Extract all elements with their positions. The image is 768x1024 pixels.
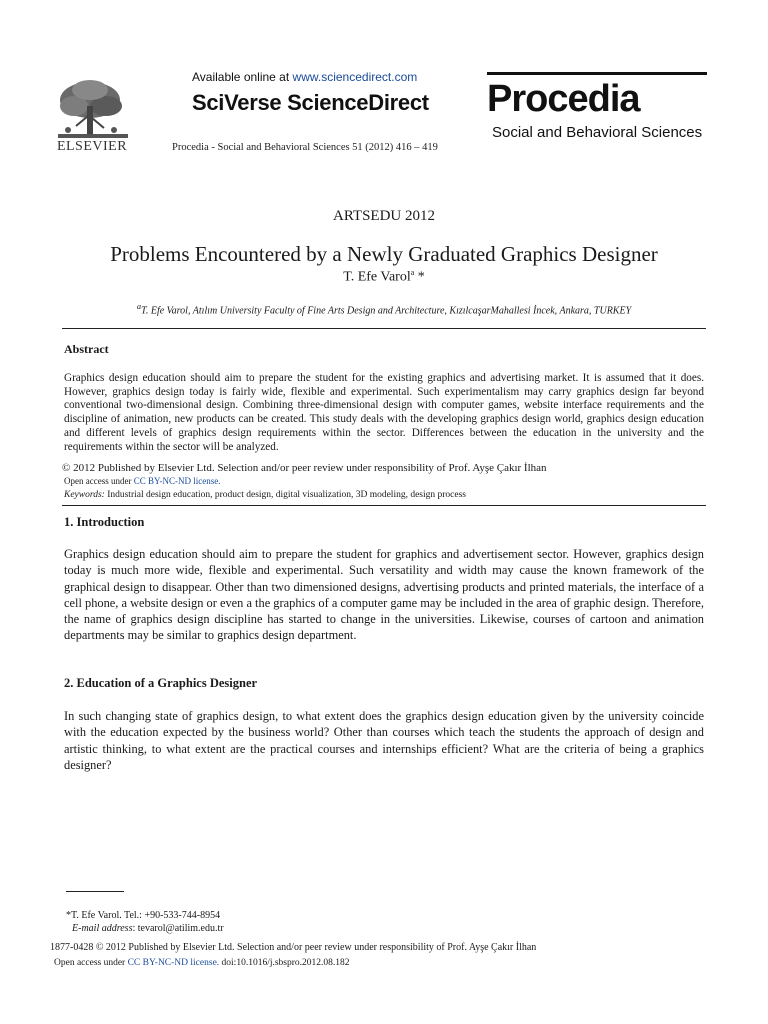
abstract-heading: Abstract <box>64 342 109 356</box>
sciencedirect-link[interactable]: www.sciencedirect.com <box>292 70 418 84</box>
section-heading: 1. Introduction <box>64 515 145 529</box>
section-text: Graphics design education should aim to prepare the student for graphics and advertisement sector. However, graphics design today is much more wide, flexible and experimental. Such versatility and width may cause the known framework of the graphical design to disappear. Other than two dimensioned designs, advertising products and printed materials, the interface of a cell phone, a website design or even a the graphics of a computer game may be included in the area of graphic design. Therefore, the name of graphics design discipline has started to change in the universities. Likewise, courses of cartoon and animation departments may be similar to graphics design department. <box>64 547 704 643</box>
footer-copyright: 1877-0428 © 2012 Published by Elsevier Ltd. Selection and/or peer review under responsibility of Prof. Ayşe Çakır İlhan <box>50 942 537 953</box>
footnote-email: E-mail address: tevarol@atilim.edu.tr <box>72 923 224 934</box>
author: T. Efe Varol$^a$ * <box>343 268 425 285</box>
journal-citation: Procedia - Social and Behavioral Sciences 51 (2012) 416 – 419 <box>172 142 438 153</box>
footnote-contact: *T. Efe Varol. Tel.: +90-533-744-8954 <box>66 910 221 921</box>
license-link[interactable]: CC BY-NC-ND license. <box>133 476 221 486</box>
footer-license-link[interactable]: CC BY-NC-ND license. <box>127 958 220 968</box>
abstract-top-rule <box>62 328 706 329</box>
copyright-line: © 2012 Published by Elsevier Ltd. Selection and/or peer review under responsibility of Prof. Ayşe Çakır İlhan <box>62 462 547 474</box>
elsevier-wordmark: ELSEVIER <box>56 139 128 154</box>
procedia-logo: Procedia <box>487 78 640 120</box>
conference-name: ARTSEDU 2012 <box>332 208 436 224</box>
abstract-bottom-rule <box>62 505 706 506</box>
paper-title: Problems Encountered by a Newly Graduated Graphics Designer <box>110 242 658 266</box>
procedia-subtitle: Social and Behavioral Sciences <box>492 124 703 141</box>
footer-doi-line: Open access under CC BY-NC-ND license. doi:10.1016/j.sbspro.2012.08.182 <box>54 958 350 968</box>
available-online: Available online at www.sciencedirect.com <box>192 70 418 84</box>
abstract-text: Graphics design education should aim to prepare the student for the existing graphics and advertising market. It is assumed that it does. However, graphics design today is fairly wide, flexible and experimental. Such experimentalism may carry graphics design far beyond conventional two-dimensional design. Combining three-dimensional design with computer games, website interface requirements and the discipline of animation, new products can be created. This study deals with the developing graphics design world, graphics design education and different levels of graphics design requirements within the sector. Differences between the education in the university and the requirements within the sector will be analyzed. <box>64 372 704 453</box>
procedia-rule <box>487 72 707 75</box>
keywords: Keywords: Industrial design education, product design, digital visualization, 3D modeling, design process <box>64 490 467 500</box>
affiliation: $^a$T. Efe Varol, Atılım University Faculty of Fine Arts Design and Architecture, KızılcaşarMahallesi İncek, Ankara, TURKEY <box>136 302 632 317</box>
footnote-rule <box>66 891 124 892</box>
sciverse-sciencedirect-logo: SciVerse ScienceDirect <box>192 90 429 115</box>
section-text: In such changing state of graphics design, to what extent does the graphics design education given by the university coincide with the education expected by the business world? Other than courses which teach the students the approach of design and artistic thinking, to what extent are the practical courses and internships efficient? What are the criteria of being a graphics designer? <box>64 709 704 772</box>
open-access-line: Open access under CC BY-NC-ND license. <box>64 476 221 486</box>
section-heading: 2. Education of a Graphics Designer <box>64 676 258 690</box>
